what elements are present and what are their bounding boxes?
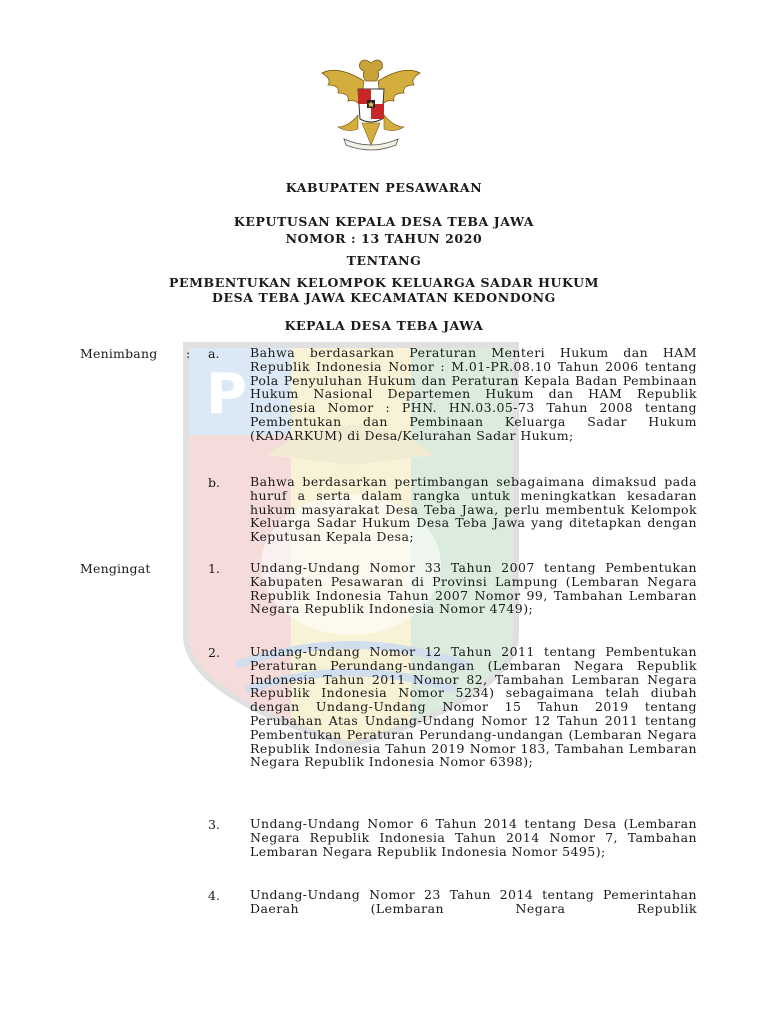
decree-number: NOMOR : 13 TAHUN 2020	[285, 231, 483, 246]
regency-title: KABUPATEN PESAWARAN	[285, 180, 483, 195]
menimbang-b-marker: b.	[208, 475, 220, 490]
svg-text:P: P	[206, 362, 248, 427]
mengingat-2-text: Undang-Undang Nomor 12 Tahun 2011 tentang Pembentukan Peraturan Perundang-undangan (Lembaran Negara Republik Indonesia Tahun 2011 Nomor 82, Tambahan Lembaran Negara Republik Indonesia Nomor 5234) sebagaimana telah diubah dengan Undang-Undang Nomor 15 Tahun 2019 tentang Perubahan Atas Undang-Undang Nomor 12 Tahun 2011 tentang Pembentukan Peraturan Perundang-undangan (Lembaran Negara Republik Indonesia Tahun 2019 Nomor 183, Tambahan Lembaran Negara Republik Indonesia Nomor 6398);	[250, 644, 697, 770]
menimbang-label: Menimbang	[80, 346, 158, 361]
mengingat-2-marker: 2.	[208, 645, 220, 660]
mengingat-4-text: Undang-Undang Nomor 23 Tahun 2014 tentang Pemerintahan Daerah (Lembaran Negara Republik	[250, 887, 697, 916]
menimbang-a-marker: a.	[208, 346, 220, 361]
subject-line-1: PEMBENTUKAN KELOMPOK KELUARGA SADAR HUKUM	[168, 275, 600, 290]
garuda-emblem	[318, 55, 424, 155]
menimbang-b-text: Bahwa berdasarkan pertimbangan sebagaimana dimaksud pada huruf a serta dalam rangka untuk meningkatkan kesadaran hukum masyarakat Desa Teba Jawa, perlu membentuk Kelompok Keluarga Sadar Hukum Desa Teba Jawa yang ditetapkan dengan Keputusan Kepala Desa;	[250, 474, 697, 545]
about-heading: TENTANG	[346, 253, 422, 268]
mengingat-3-marker: 3.	[208, 817, 220, 832]
decree-title: KEPUTUSAN KEPALA DESA TEBA JAWA	[233, 214, 535, 229]
menimbang-colon: :	[186, 346, 191, 361]
mengingat-4-marker: 4.	[208, 888, 220, 903]
subject-line-2: DESA TEBA JAWA KECAMATAN KEDONDONG	[212, 290, 556, 305]
mengingat-1-marker: 1.	[208, 561, 220, 576]
mengingat-3-text: Undang-Undang Nomor 6 Tahun 2014 tentang Desa (Lembaran Negara Republik Indonesia Tahun 2014 Nomor 7, Tambahan Lembaran Negara Republik Indonesia Nomor 5495);	[250, 816, 697, 859]
mengingat-1-text: Undang-Undang Nomor 33 Tahun 2007 tentang Pembentukan Kabupaten Pesawaran di Provinsi Lampung (Lembaran Negara Republik Indonesia Tahun 2007 Nomor 99, Tambahan Lembaran Negara Republik Indonesia Nomor 4749);	[250, 560, 697, 617]
mengingat-label: Mengingat	[80, 561, 151, 576]
menimbang-a-text: Bahwa berdasarkan Peraturan Menteri Hukum dan HAM Republik Indonesia Nomor : M.01-PR.08.10 Tahun 2006 tentang Pola Penyuluhan Hukum dan Peraturan Kepala Badan Pembinaan Hukum Nasional Departemen Hukum dan HAM Republik Indonesia Nomor : PHN. HN.03.05-73 Tahun 2008 tentang Pembentukan dan Pembinaan Keluarga Sadar Hukum (KADARKUM) di Desa/Kelurahan Sadar Hukum;	[250, 345, 697, 443]
issuer-heading: KEPALA DESA TEBA JAWA	[284, 318, 484, 333]
